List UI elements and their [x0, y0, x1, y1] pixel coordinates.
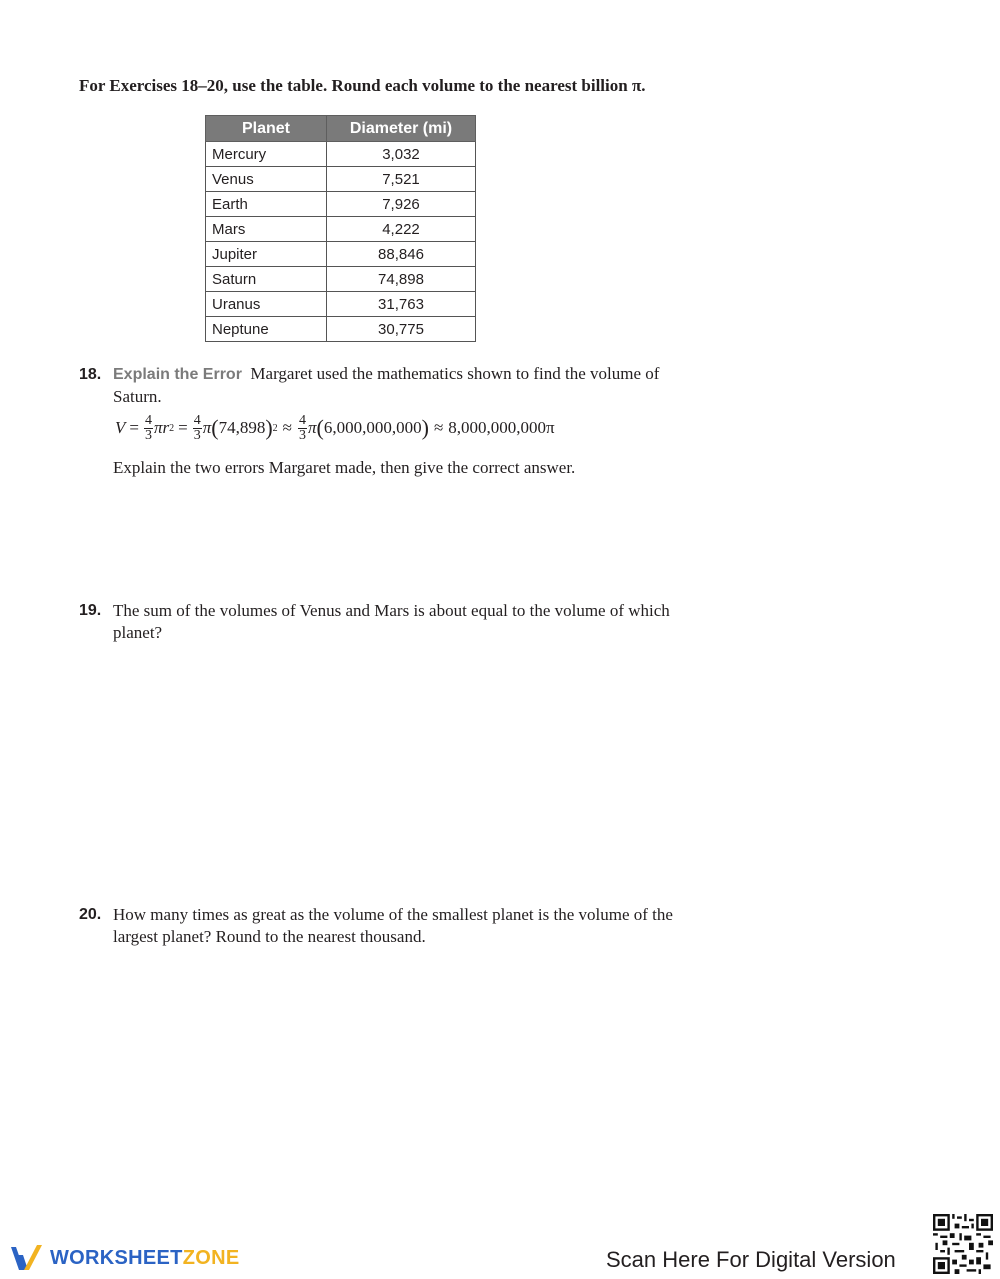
planet-name: Jupiter	[206, 242, 327, 267]
math-exponent: 2	[169, 422, 175, 434]
column-header-planet: Planet	[206, 116, 327, 142]
math-value-2: 6,000,000,000	[323, 418, 422, 437]
math-fraction: $\frac{4}{3}$	[299, 412, 306, 443]
question-18-text	[113, 363, 688, 408]
planet-diameter: 3,032	[327, 142, 476, 167]
planet-name: Uranus	[206, 292, 327, 317]
table-header-row	[206, 116, 476, 142]
math-equals: =	[178, 418, 188, 437]
math-pi-r: πr	[153, 418, 170, 437]
math-fraction: $\frac{4}{3}$	[193, 412, 201, 443]
table-row	[206, 192, 476, 217]
question-18-prompt: Margaret used the mathematics shown to find the volume of Saturn.	[113, 364, 660, 406]
scan-instruction: Scan Here For Digital Version	[606, 1247, 896, 1272]
planet-diameter: 7,521	[327, 167, 476, 192]
table-row	[206, 217, 476, 242]
question-20-text: How many times as great as the volume of the smallest planet is the volume of the largest planet? Round to the nearest thousand.	[113, 905, 673, 946]
table-row	[206, 267, 476, 292]
math-equals: =	[129, 418, 139, 437]
column-header-diameter: Diameter (mi)	[327, 116, 476, 142]
planet-name: Neptune	[206, 317, 327, 342]
table-row	[206, 167, 476, 192]
planet-table	[205, 115, 476, 342]
explain-error-label: Explain the Error	[113, 366, 242, 383]
qr-code-icon[interactable]	[933, 1214, 993, 1274]
math-fraction: $\frac{4}{3}$	[144, 412, 152, 443]
question-19-text: The sum of the volumes of Venus and Mars is about equal to the volume of which planet?	[113, 601, 670, 642]
planet-diameter: 4,222	[327, 217, 476, 242]
question-18-number: 18.	[79, 366, 102, 383]
planet-diameter: 74,898	[327, 267, 476, 292]
planet-name: Mercury	[206, 142, 327, 167]
math-value-1: 74,898	[218, 418, 266, 437]
logo-text: WORKSHEETZONE	[50, 1246, 240, 1269]
planet-name: Saturn	[206, 267, 327, 292]
question-18-equation: V = $\frac{4}{3}$ πr 2 = $\frac{4}{3}$ π ( 74,898 ) 2 ≈ $\frac{4}{3}$ π ( 6,000,000,000 ) ≈ 8,000,000,000π	[115, 412, 555, 443]
math-approx: ≈	[282, 418, 292, 437]
instructions: For Exercises 18–20, use the table. Round each volume to the nearest billion π.	[79, 76, 646, 95]
planet-name: Venus	[206, 167, 327, 192]
logo-check-icon	[10, 1243, 44, 1273]
math-exponent: 2	[272, 422, 278, 434]
table-row	[206, 292, 476, 317]
planet-diameter: 88,846	[327, 242, 476, 267]
question-20-number: 20.	[79, 906, 102, 923]
worksheet-zone-logo[interactable]	[10, 1243, 239, 1273]
question-18-followup: Explain the two errors Margaret made, then give the correct answer.	[113, 458, 576, 477]
table-row	[206, 317, 476, 342]
math-result: 8,000,000,000π	[448, 418, 555, 437]
math-v: V	[115, 418, 126, 437]
table-row	[206, 142, 476, 167]
planet-name: Mars	[206, 217, 327, 242]
planet-name: Earth	[206, 192, 327, 217]
planet-diameter: 7,926	[327, 192, 476, 217]
planet-diameter: 31,763	[327, 292, 476, 317]
table-row	[206, 242, 476, 267]
math-approx: ≈	[433, 418, 444, 437]
question-19-number: 19.	[79, 602, 102, 619]
planet-diameter: 30,775	[327, 317, 476, 342]
